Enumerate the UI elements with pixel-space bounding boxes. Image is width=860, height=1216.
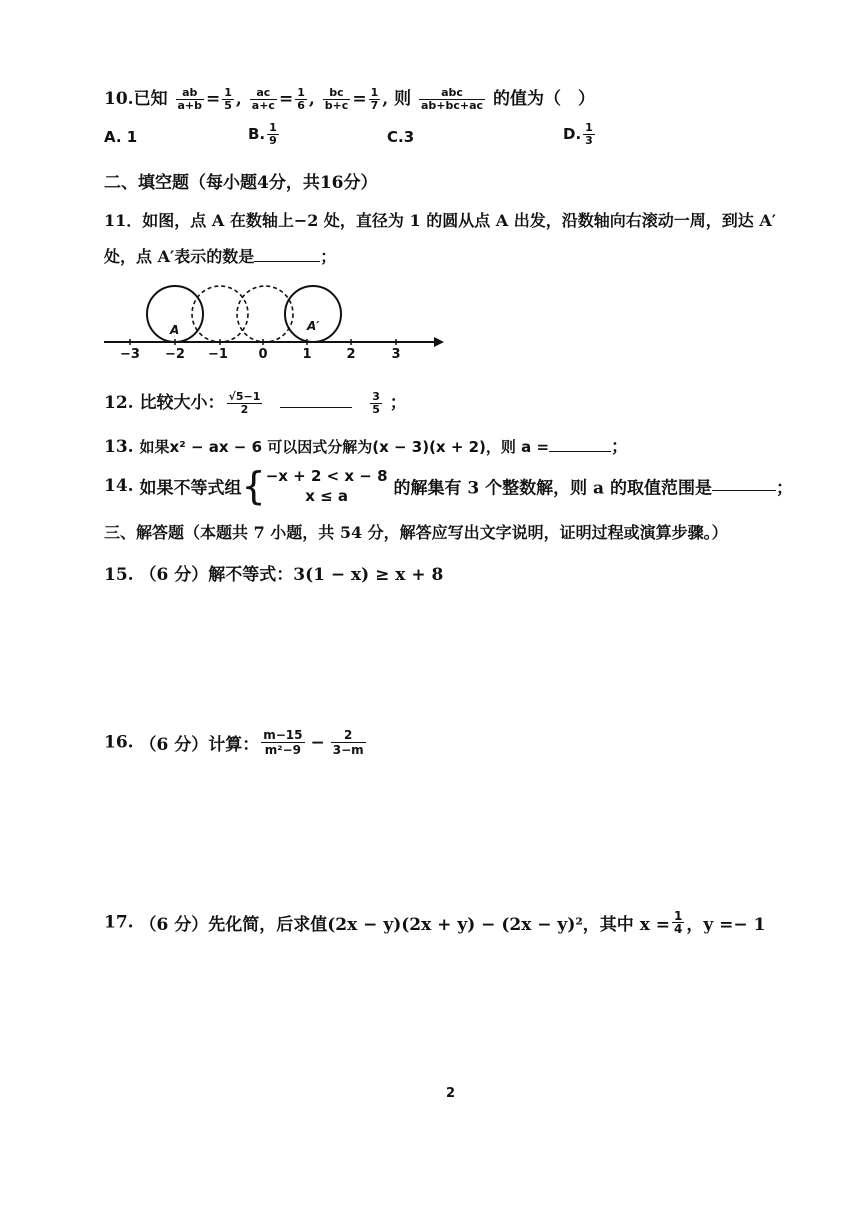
answer-blank <box>712 490 776 491</box>
tick-label: −1 <box>208 347 228 360</box>
tick-label: 2 <box>346 347 356 360</box>
tick-label: −3 <box>120 347 140 360</box>
question-13: 13. 如果x² − ax − 6 可以因式分解为(x − 3)(x + 2)，则 a = ； <box>104 437 629 457</box>
arrow-icon <box>434 337 444 347</box>
question-12: 12. 比较大小： $\frac{√5-1}{2}$ $\frac{3}{5}$ ； <box>104 390 407 416</box>
section-title-solutions: 三、解答题（本题共 7 小题，共 54 分，解答应写出文字说明，证明过程或演算步骤。） <box>104 523 728 542</box>
number-line-figure <box>100 270 450 360</box>
fraction: $\frac{1}{6}$ <box>297 86 305 112</box>
question-17: 17. （6 分）先化简，后求值(2x − y)(2x + y) − (2x − y)²，其中 x = $\frac{1}{4}$ ，y =− 1 <box>104 909 766 936</box>
brace-icon: { <box>241 464 266 508</box>
section-title-fill-in: 二、填空题（每小题4分，共16分） <box>104 173 378 193</box>
question-11-line-2: 处，点 A′表示的数是 ； <box>104 247 337 266</box>
tick-label: 1 <box>302 347 312 360</box>
answer-blank <box>280 407 352 408</box>
tick-label: 0 <box>258 347 268 360</box>
fraction: $\frac{ab}{a+b}$ <box>177 86 203 112</box>
question-14: 14. 如果不等式组{ −x + 2 < x − 8 x ≤ a 的解集有 3 个整数解，则 a 的取值范围是 ； <box>104 464 793 508</box>
answer-blank <box>254 261 320 262</box>
fraction: $\frac{\text{abc}}{ab+bc+ac}$ <box>420 86 484 112</box>
fraction: $\frac{bc}{b+c}$ <box>324 86 349 112</box>
answer-blank <box>549 451 611 452</box>
tick-label: 3 <box>391 347 401 360</box>
option-b: B. $\frac{1}{9}$ <box>248 121 277 147</box>
page-number: 2 <box>446 1086 456 1101</box>
question-10: 10.已知 $\frac{ab}{a+b}$ = $\frac{1}{5}$ , $\frac{ac}{a+c}$ = $\frac{1}{6}$ , $\frac{bc}{b+c}$ = $\frac{1}{7}$ , 则 $\frac{\text{abc}}{ab+bc+ac}$ 的值为（ ） <box>104 86 595 112</box>
circle-rolling <box>192 286 248 342</box>
question-16: 16. （6 分）计算： $\frac{m-15}{\text{m²−9}}$ − $\frac{2}{3-m}$ <box>104 728 364 757</box>
tick-label: −2 <box>165 347 185 360</box>
option-c: C.3 <box>387 128 415 146</box>
fraction: $\frac{1}{7}$ <box>370 86 379 112</box>
option-d: D. $\frac{1}{3}$ <box>563 121 593 147</box>
question-15: 15. （6 分）解不等式：3(1 − x) ≥ x + 8 <box>104 565 444 585</box>
question-11-line-1: 11．如图，点 A 在数轴上−2 处，直径为 1 的圆从点 A 出发，沿数轴向右滚动一周，到达 A′ <box>104 211 776 230</box>
point-a-prime-label: A′ <box>307 319 320 333</box>
question-number: 10. <box>104 89 134 109</box>
option-a: A. 1 <box>104 128 138 146</box>
fraction: $\frac{1}{5}$ <box>224 86 232 112</box>
point-a-label: A <box>170 323 180 337</box>
fraction: $\frac{ac}{a+c}$ <box>251 86 275 112</box>
